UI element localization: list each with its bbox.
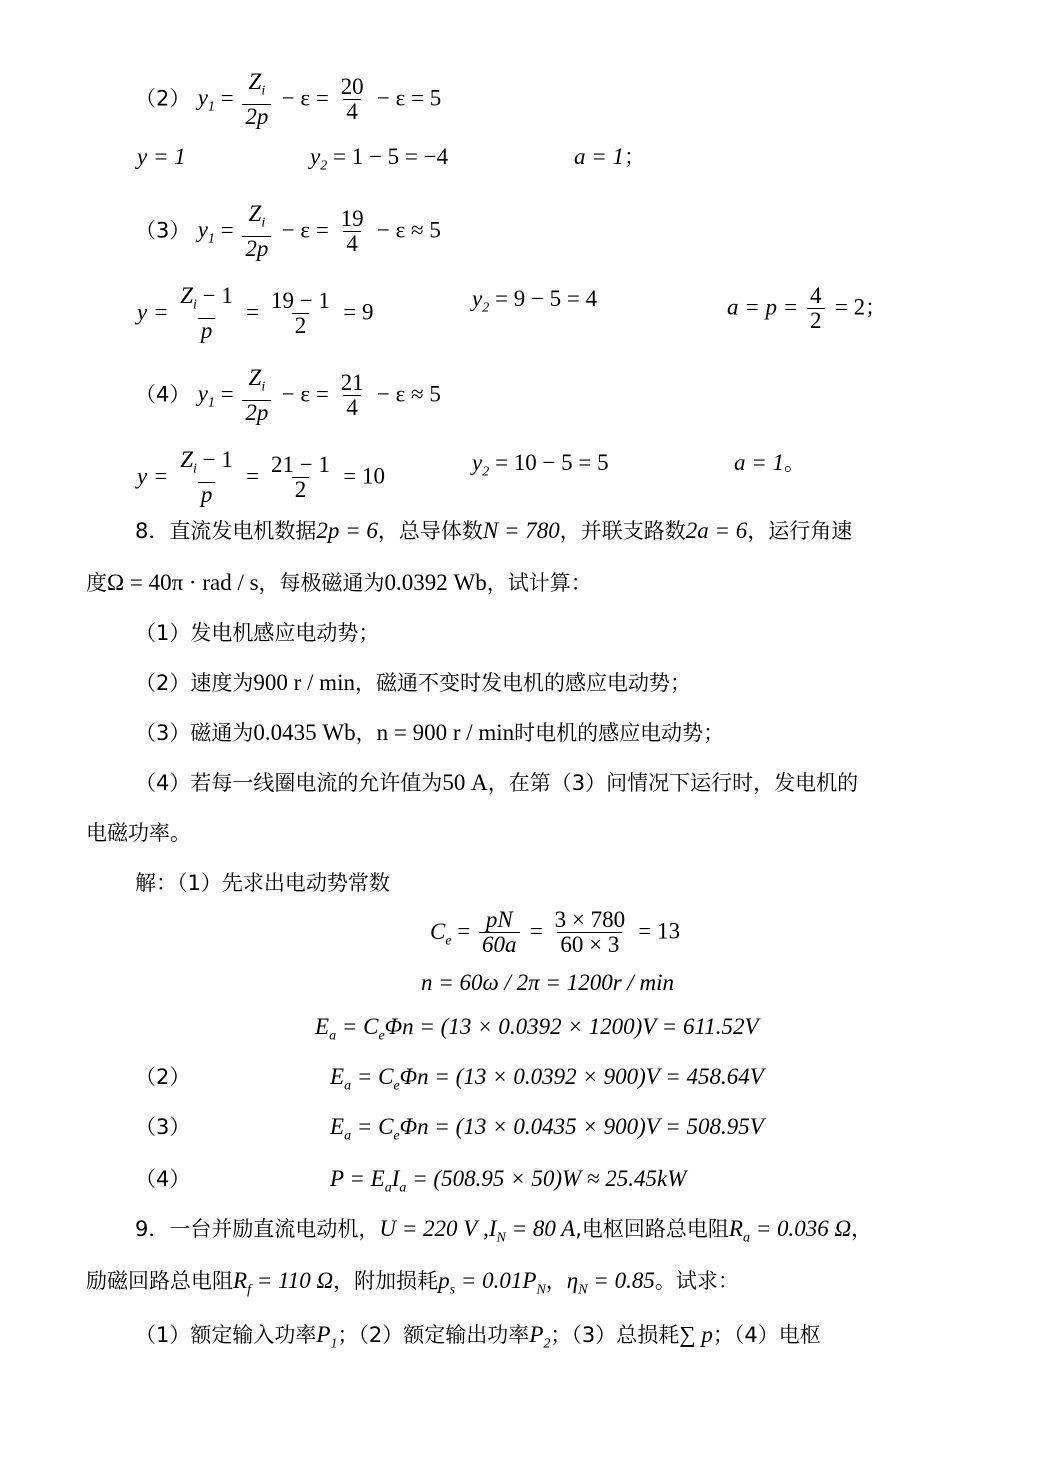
problem-8-q2 xyxy=(135,668,691,698)
question-text: ，在第（3）问情况下运行时，发电机的 xyxy=(487,771,859,795)
formula-result: = 9 xyxy=(343,299,374,325)
question-text: （4）若每一线圈电流的允许值为 xyxy=(135,771,443,795)
question-text: （2）速度为 xyxy=(135,671,254,695)
formula-a: a = 1 xyxy=(734,450,785,475)
solution-2-label xyxy=(135,1062,190,1092)
question-text: 时电机的感应电动势； xyxy=(514,721,725,745)
formula-result: − ε ≈ 5 xyxy=(376,217,441,243)
fraction-21-4: $\frac{21}{4}$ xyxy=(340,369,364,420)
item-label: （4） xyxy=(135,1167,191,1191)
minus-epsilon: − ε = xyxy=(281,381,335,407)
formula-y2-value: = 1 − 5 = −4 xyxy=(327,144,449,169)
formula-y2-value: = 9 − 5 = 4 xyxy=(489,286,598,311)
equals: = xyxy=(214,85,240,111)
formula-n xyxy=(421,968,674,998)
math-omega: Ω = 40π · rad / s xyxy=(107,570,259,595)
formula-y: y = 1 xyxy=(137,144,186,169)
problem-8-q3 xyxy=(135,718,724,748)
punctuation: , xyxy=(477,1216,489,1241)
math-flux: 0.0392 Wb xyxy=(384,570,487,595)
fraction-zi-minus-1-p: $\frac{Z_i - 1}{p}$ xyxy=(180,283,233,343)
problem-text: 9．一台并励直流电动机， xyxy=(135,1217,380,1241)
problem-8-line-2 xyxy=(86,568,592,598)
formula-2-line xyxy=(135,70,441,129)
problem-text: 8．直流发电机数据 xyxy=(135,519,317,543)
punctuation: ； xyxy=(865,295,887,320)
question-text: （1）额定输入功率 xyxy=(135,1323,317,1347)
formula-result: = 10 xyxy=(343,463,385,489)
punctuation: ， xyxy=(545,1269,567,1293)
formula-p xyxy=(330,1164,686,1204)
equals: = xyxy=(529,918,549,944)
question-text: （1）发电机感应电动势； xyxy=(135,621,380,645)
problem-text: ，试计算： xyxy=(486,571,592,595)
math-voltage: U = 220 V xyxy=(379,1216,478,1241)
fraction-pn-60a: $\frac{pN}{60a}$ xyxy=(479,908,520,957)
solution-3-label xyxy=(135,1112,190,1142)
formula-y1: $y_1$ xyxy=(197,217,215,247)
question-text: 电磁功率。 xyxy=(86,821,191,845)
solution-intro xyxy=(135,868,390,898)
fraction-3x780-60x3: $\frac{3 \times 780}{60 \times 3}$ xyxy=(554,907,626,957)
item-label: （2） xyxy=(135,1065,191,1089)
problem-8-q4-cont xyxy=(86,818,191,848)
fraction-zi-2p: $\frac{Z_i}{2p}$ xyxy=(242,366,271,425)
formula-y: y = xyxy=(137,299,175,325)
formula-ce-left: $C_e$ xyxy=(430,918,452,949)
fraction-20-4: $\frac{20}{4}$ xyxy=(340,73,364,124)
question-text: ；（3）总损耗 xyxy=(550,1323,680,1347)
problem-9-line-2 xyxy=(86,1266,739,1306)
formula-y: y = xyxy=(137,463,175,489)
math-p2: $P_2$ xyxy=(529,1322,551,1352)
formula-a: a = 1 xyxy=(574,144,625,169)
problem-8-q1 xyxy=(135,618,379,648)
formula-ea: $E_a = C_e\Phi n = (13 \times 0.0435 \times 900)V = 508.95V$ xyxy=(330,1114,764,1144)
problem-text: ，每极磁通为 xyxy=(258,571,385,595)
formula-y-line-2 xyxy=(137,284,373,343)
formula-result: − ε ≈ 5 xyxy=(376,381,441,407)
formula-y-line-3 xyxy=(137,448,385,507)
fraction-zi-minus-1-p: $\frac{Z_i - 1}{p}$ xyxy=(180,447,233,507)
formula-power: $P = E_aI_a = (508.95 \times 50)W \approx 25.45kW$ xyxy=(330,1166,687,1196)
math-efficiency: $\eta_N = 0.85$ xyxy=(566,1268,655,1298)
math-current: $I_N = 80$ A xyxy=(488,1216,576,1246)
math-current: 50 A xyxy=(442,770,488,795)
formula-ea: $E_a = C_e\Phi n = (13 \times 0.0392 \times 1200)V = 611.52V$ xyxy=(315,1014,759,1044)
question-text: （3）磁通为 xyxy=(135,721,254,745)
fraction-19-minus-1-2: $\frac{19 - 1}{2}$ xyxy=(270,287,330,338)
fraction-4-2: $\frac{4}{2}$ xyxy=(807,284,825,333)
item-label: （2） xyxy=(135,86,191,111)
formula-ea-2 xyxy=(330,1062,764,1102)
punctuation: ； xyxy=(624,145,646,169)
formula-a-line-3 xyxy=(734,448,805,478)
problem-text: 励磁回路总电阻 xyxy=(86,1269,233,1293)
item-label: （3） xyxy=(135,218,191,243)
problem-text: ，总导体数 xyxy=(377,519,483,543)
math-p1: $P_1$ xyxy=(316,1322,338,1352)
math-2a: 2a = 6 xyxy=(685,518,748,543)
question-text: ；（4）电枢 xyxy=(712,1323,821,1347)
formula-ce xyxy=(430,908,680,957)
formula-result: = 2 xyxy=(834,294,866,320)
problem-text: ，附加损耗 xyxy=(333,1269,439,1293)
formula-y2-line-2 xyxy=(472,284,597,324)
math-speed: 900 r / min xyxy=(253,670,355,695)
equals: = xyxy=(246,463,265,489)
formula-n-eq: n = 60ω / 2π = 1200r / min xyxy=(421,970,675,995)
fraction-zi-2p: $\frac{Z_i}{2p}$ xyxy=(242,202,271,261)
formula-y2-line-3 xyxy=(472,448,609,488)
formula-y1: $y_1$ xyxy=(197,85,215,115)
formula-a-line-1 xyxy=(574,142,645,172)
problem-8-line-1 xyxy=(135,516,852,546)
solution-4-label xyxy=(135,1164,190,1194)
formula-ea: $E_a = C_e\Phi n = (13 \times 0.0392 \times 900)V = 458.64V$ xyxy=(330,1064,764,1094)
fraction-zi-2p: $\frac{Z_i}{2p}$ xyxy=(242,70,271,129)
formula-y2-value: = 10 − 5 = 5 xyxy=(489,450,609,475)
formula-ea-3 xyxy=(330,1112,764,1152)
equals: = xyxy=(451,918,477,944)
punctuation: 。 xyxy=(784,451,806,475)
math-rf: $R_f = 110$ Ω xyxy=(233,1268,334,1298)
math-speed: n = 900 r / min xyxy=(376,720,515,745)
formula-y2: $y_2$ xyxy=(310,144,328,174)
formula-ea-1 xyxy=(315,1012,759,1052)
equals: = xyxy=(246,299,265,325)
problem-9-line-1 xyxy=(135,1214,872,1254)
formula-result: − ε = 5 xyxy=(376,85,442,111)
formula-y1: $y_1$ xyxy=(197,381,215,411)
formula-y2: $y_2$ xyxy=(472,450,490,480)
punctuation: ， xyxy=(851,1217,873,1241)
formula-y2-line-1 xyxy=(310,142,448,182)
item-label: （4） xyxy=(135,382,191,407)
math-flux: 0.0435 Wb xyxy=(253,720,356,745)
math-ps: $p_s = 0.01P_N$ xyxy=(438,1268,546,1298)
equals: = xyxy=(214,381,240,407)
minus-epsilon: − ε = xyxy=(281,85,335,111)
fraction-19-4: $\frac{19}{4}$ xyxy=(340,205,364,256)
formula-4-line xyxy=(135,366,441,425)
fraction-21-minus-1-2: $\frac{21 - 1}{2}$ xyxy=(270,451,330,502)
formula-a: a = p = xyxy=(727,294,805,320)
question-text: ， xyxy=(355,721,377,745)
problem-text: ，并联支路数 xyxy=(559,519,686,543)
math-resistance: $R_a = 0.036$ Ω xyxy=(728,1216,852,1246)
formula-y-line-1 xyxy=(137,142,186,172)
formula-y2: $y_2$ xyxy=(472,286,490,316)
question-text: ；（2）额定输出功率 xyxy=(337,1323,530,1347)
problem-9-line-3 xyxy=(135,1320,821,1360)
problem-text: 度 xyxy=(86,571,107,595)
problem-8-q4 xyxy=(135,768,858,798)
math-n: N = 780 xyxy=(482,518,560,543)
equals: = xyxy=(214,217,240,243)
problem-text: 。试求： xyxy=(654,1269,739,1293)
math-2p: 2p = 6 xyxy=(316,518,378,543)
formula-result: = 13 xyxy=(638,918,681,944)
solution-text: 解：（1）先求出电动势常数 xyxy=(135,871,390,895)
problem-text: ，运行角速 xyxy=(747,519,853,543)
problem-text: ,电枢回路总电阻 xyxy=(575,1217,729,1241)
math-total-loss: ∑ p xyxy=(679,1322,713,1347)
question-text: ，磁通不变时发电机的感应电动势； xyxy=(354,671,691,695)
item-label: （3） xyxy=(135,1115,191,1139)
minus-epsilon: − ε = xyxy=(281,217,335,243)
formula-a-line-2 xyxy=(727,284,886,333)
formula-3-line xyxy=(135,202,441,261)
